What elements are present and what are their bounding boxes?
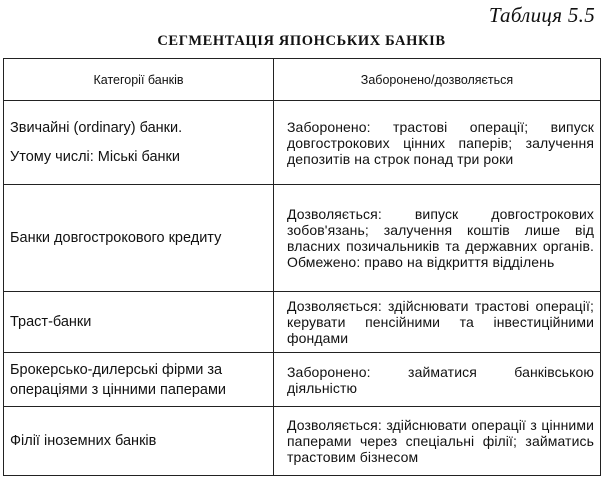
- rule-text: Дозволяється: здійснювати трастові операції; керувати пенсійними та інвестиційними фондами: [287, 298, 594, 346]
- column-header-category: Категорії банків: [4, 59, 274, 101]
- category-line: Філії іноземних банків: [10, 433, 157, 449]
- table-row: [4, 407, 601, 476]
- rule-text: Заборонено: трастові операції; випуск довгострокових цінних паперів; залучення депозитів на строк понад три роки: [287, 118, 594, 167]
- rule-text: Дозволяється: випуск довгострокових зобов'язань; залучення коштів лише від власних позичальників та державних органів. Обмежено: право на відкриття відділень: [287, 206, 594, 270]
- category-line: Утому числі: Міські банки: [10, 149, 180, 165]
- table-header-row: [4, 59, 601, 101]
- table-title: СЕГМЕНТАЦІЯ ЯПОНСЬКИХ БАНКІВ: [157, 33, 446, 49]
- category-cell: [4, 101, 274, 185]
- rule-cell: [274, 407, 601, 476]
- table-row: [4, 353, 601, 407]
- rule-cell: [274, 185, 601, 292]
- table-row: [4, 185, 601, 292]
- category-line: Звичайні (ordinary) банки.: [10, 120, 183, 136]
- category-cell: [4, 185, 274, 292]
- category-line: Траст-банки: [10, 314, 92, 330]
- rule-cell: [274, 353, 601, 407]
- category-cell: [4, 353, 274, 407]
- rule-text: Заборонено: займатися банківською діяльністю: [287, 363, 594, 396]
- table-number: Таблиця 5.5: [488, 3, 595, 27]
- category-cell: [4, 292, 274, 353]
- rule-cell: [274, 292, 601, 353]
- table-row: [4, 101, 601, 185]
- category-line: операціями з цінними паперами: [10, 381, 227, 398]
- category-cell: [4, 407, 274, 476]
- column-header-rules: Заборонено/дозволяється: [274, 59, 601, 101]
- rule-text: Дозволяється: здійснювати операції з цінними паперами через спеціальні філії; займатись трастовим бізнесом: [287, 417, 594, 465]
- category-line: Брокерсько-дилерські фірми за: [10, 361, 223, 378]
- category-line: Банки довгострокового кредиту: [10, 230, 222, 246]
- rule-cell: [274, 101, 601, 185]
- table-row: [4, 292, 601, 353]
- segmentation-table: [3, 58, 601, 476]
